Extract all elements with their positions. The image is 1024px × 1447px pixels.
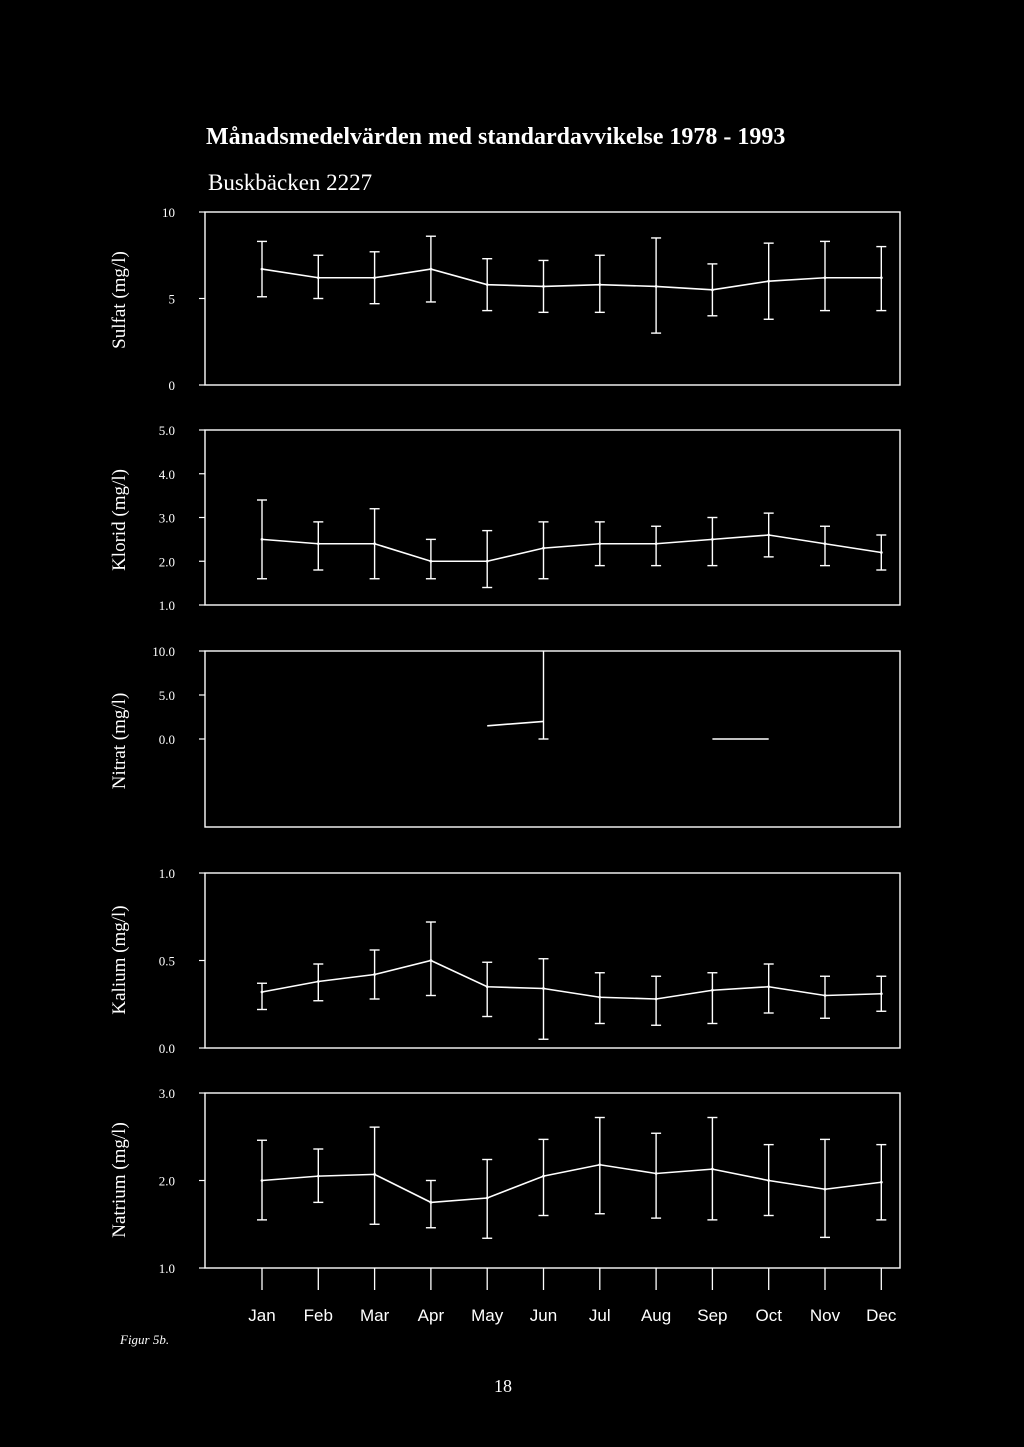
series-line xyxy=(262,961,881,1000)
x-tick-label: May xyxy=(471,1306,504,1325)
chart-subtitle: Buskbäcken 2227 xyxy=(208,170,373,195)
error-bar xyxy=(820,241,830,310)
plot-frame xyxy=(205,212,900,385)
y-tick-label: 1.0 xyxy=(158,866,175,881)
y-tick-label: 2.0 xyxy=(158,1173,175,1189)
y-axis-label: Sulfat (mg/l) xyxy=(109,251,130,349)
y-tick-label: 0.0 xyxy=(158,1041,175,1056)
y-tick-label: 2.0 xyxy=(158,554,175,570)
series-line xyxy=(262,535,881,561)
panel-1 xyxy=(109,205,900,393)
y-tick-label: 0 xyxy=(168,378,175,393)
x-tick-label: Nov xyxy=(809,1306,841,1325)
error-bar xyxy=(764,964,774,1013)
y-axis-label: Natrium (mg/l) xyxy=(109,1122,130,1238)
error-bar xyxy=(539,651,549,739)
error-bar xyxy=(426,539,436,578)
error-bar xyxy=(707,973,717,1024)
y-tick-label: 3.0 xyxy=(158,510,175,526)
error-bar xyxy=(651,526,661,565)
series-line xyxy=(262,269,881,290)
error-bar xyxy=(539,959,549,1040)
y-tick-label: 4.0 xyxy=(158,466,175,482)
plot-frame xyxy=(205,430,900,605)
chart-title: Månadsmedelvärden med standardavvikelse 1978 - 1993 xyxy=(206,124,786,150)
y-axis-label: Klorid (mg/l) xyxy=(109,469,130,571)
x-tick-label: Dec xyxy=(866,1306,897,1325)
plot-frame xyxy=(205,873,900,1048)
error-bar xyxy=(426,922,436,996)
panel-5 xyxy=(109,1086,900,1276)
plot-frame xyxy=(205,1093,900,1268)
x-tick-label: Sep xyxy=(697,1306,728,1325)
x-tick-label: Oct xyxy=(755,1306,782,1325)
error-bar xyxy=(651,1133,661,1218)
y-axis-label: Nitrat (mg/l) xyxy=(109,692,130,790)
figure-label: Figur 5b. xyxy=(120,1332,170,1347)
panel-4 xyxy=(109,866,900,1056)
x-tick-label: Aug xyxy=(640,1306,672,1325)
panel-2 xyxy=(109,423,900,613)
y-tick-label: 10 xyxy=(162,205,175,220)
error-bar xyxy=(595,255,605,312)
error-bar xyxy=(707,518,717,566)
series-line xyxy=(262,1165,881,1203)
y-tick-label: 10.0 xyxy=(152,644,175,659)
y-tick-label: 5.0 xyxy=(158,688,175,703)
x-tick-label: Jul xyxy=(588,1306,611,1325)
error-bar xyxy=(482,531,492,588)
page-number: 18 xyxy=(494,1376,512,1396)
error-bar xyxy=(426,1181,436,1228)
error-bar xyxy=(539,522,549,579)
error-bar xyxy=(651,976,661,1025)
error-bar xyxy=(876,247,886,311)
error-bar xyxy=(820,526,830,565)
error-bar xyxy=(313,522,323,570)
y-tick-label: 3.0 xyxy=(158,1086,175,1101)
y-tick-label: 0.5 xyxy=(158,953,175,969)
x-tick-label: Mar xyxy=(359,1306,390,1325)
y-tick-label: 5 xyxy=(168,291,175,307)
y-axis-label: Kalium (mg/l) xyxy=(109,905,130,1015)
error-bar xyxy=(257,983,267,1009)
x-tick-label: Feb xyxy=(303,1306,333,1325)
series-segment xyxy=(487,721,543,725)
error-bar xyxy=(482,962,492,1016)
x-tick-label: Apr xyxy=(417,1306,445,1325)
y-tick-label: 1.0 xyxy=(158,1261,175,1276)
error-bar xyxy=(820,976,830,1018)
x-tick-label: Jan xyxy=(248,1306,276,1325)
plot-frame xyxy=(205,651,900,827)
y-tick-label: 1.0 xyxy=(158,598,175,613)
y-tick-label: 5.0 xyxy=(158,423,175,438)
y-tick-label: 0.0 xyxy=(158,732,175,747)
panel-3 xyxy=(109,644,900,827)
x-tick-label: Jun xyxy=(529,1306,558,1325)
